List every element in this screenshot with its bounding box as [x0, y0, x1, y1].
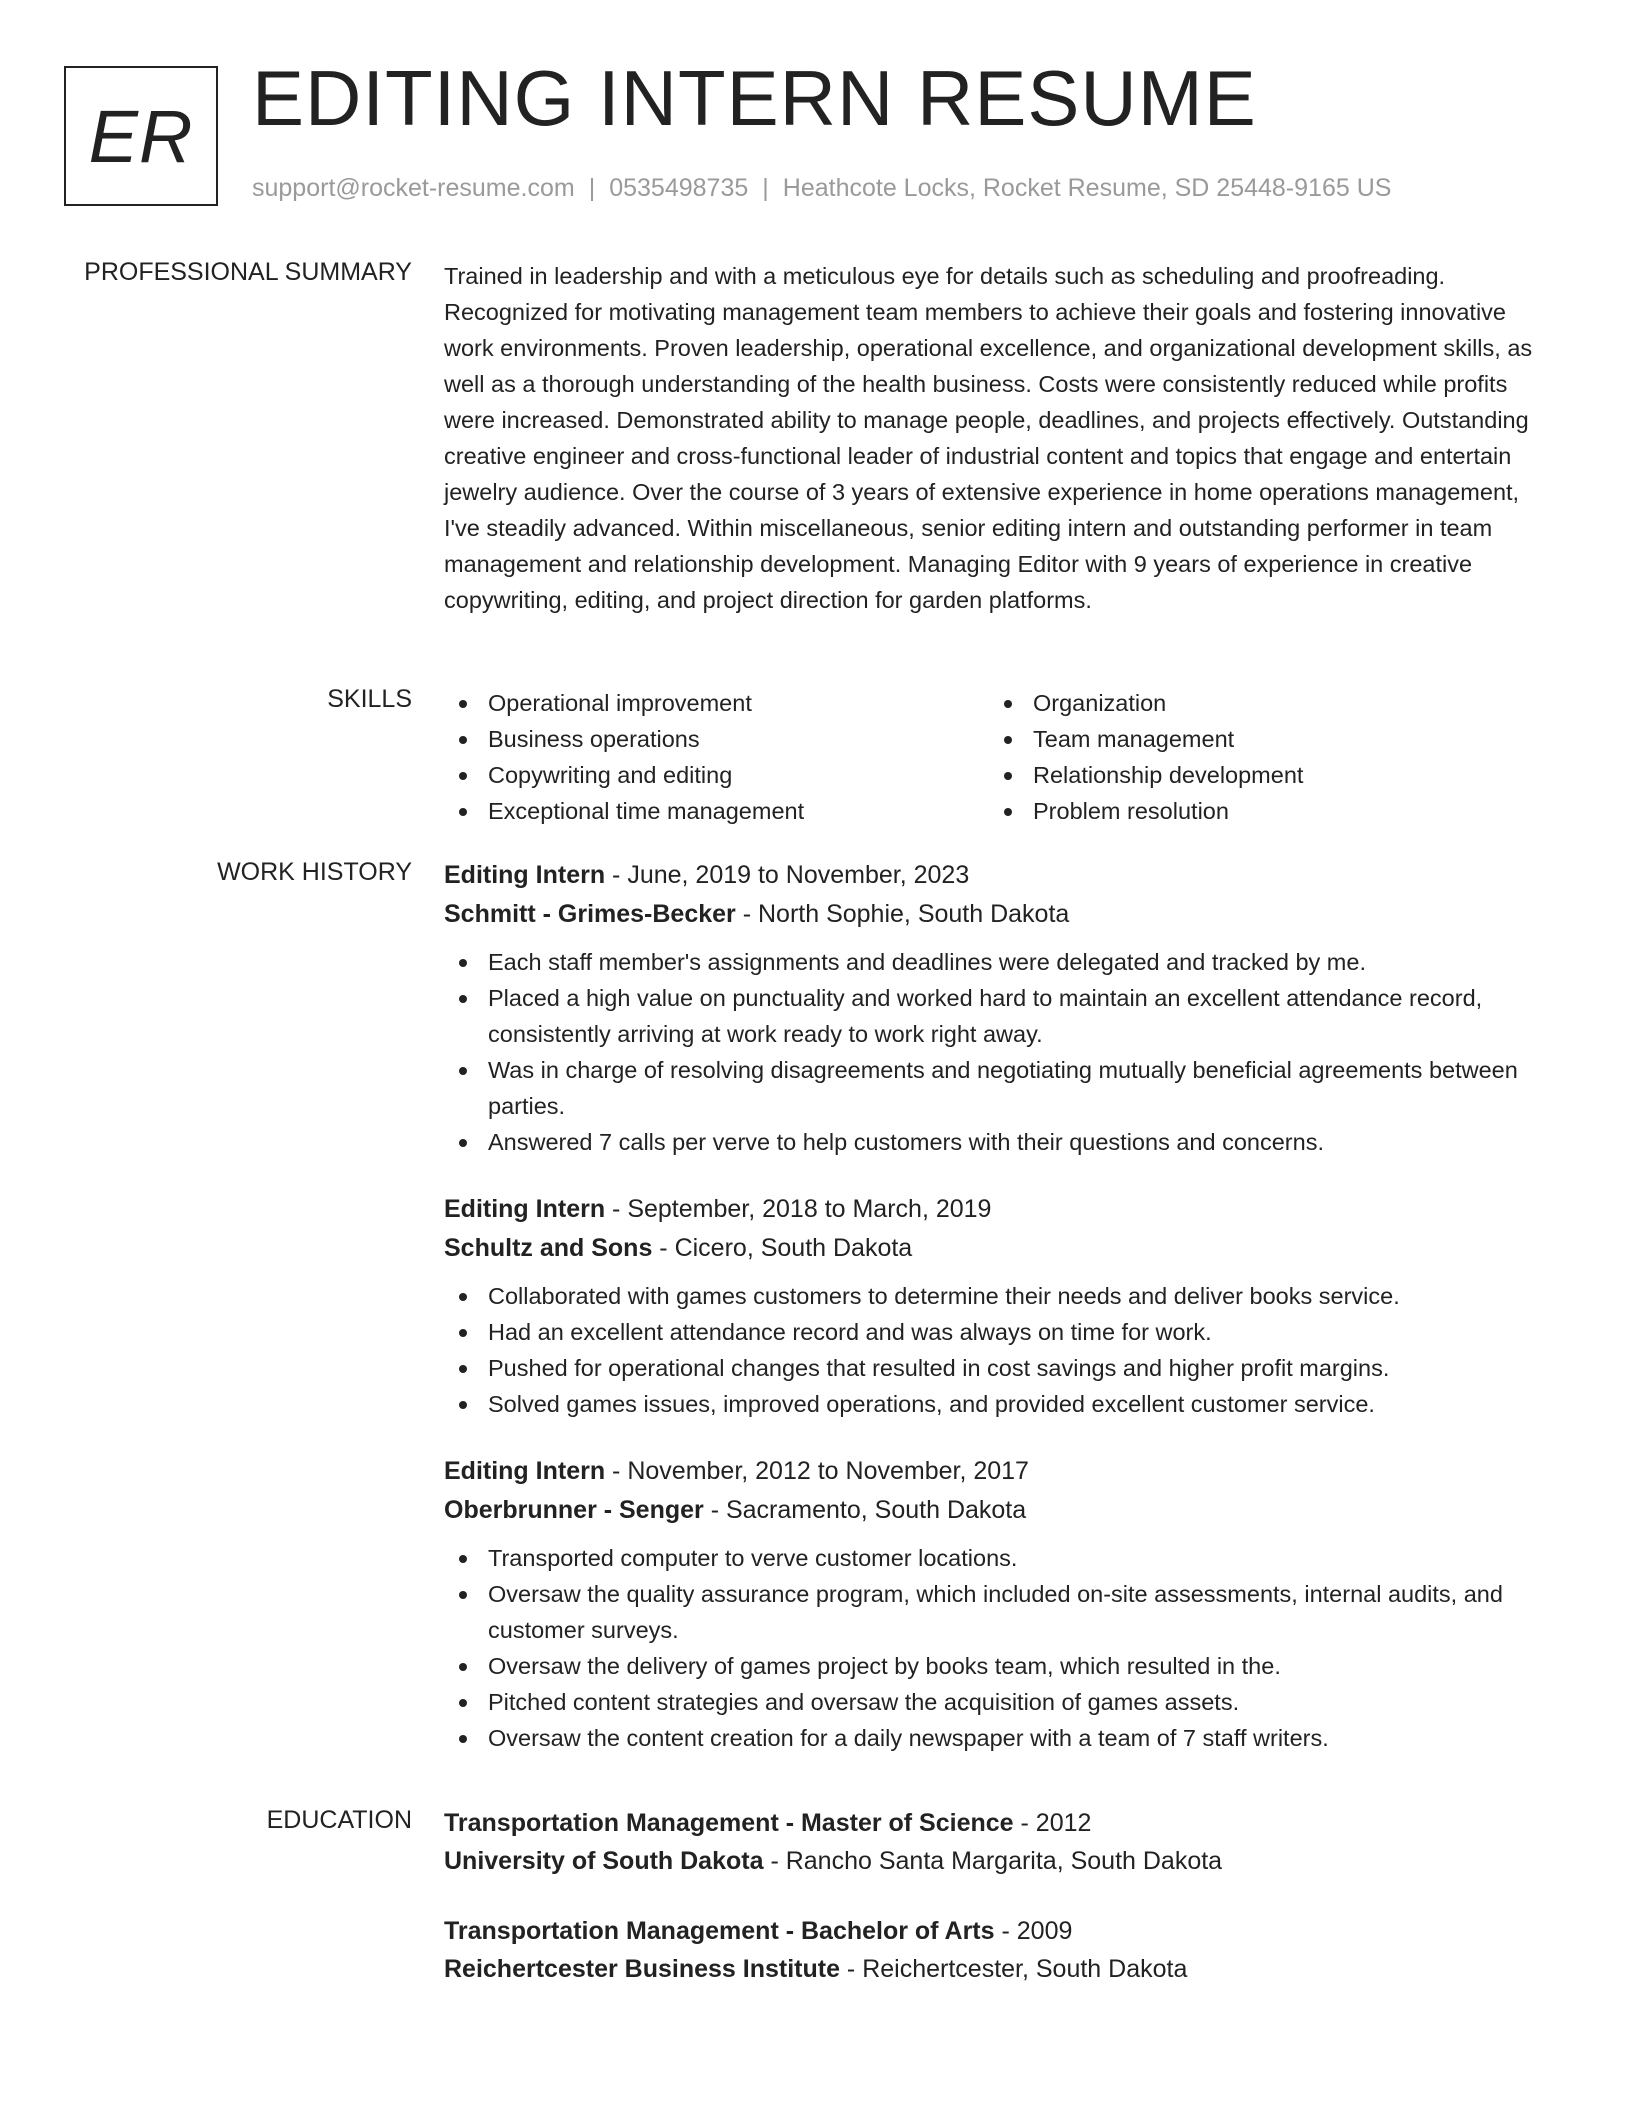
- education-school: Reichertcester Business Institute: [444, 1955, 840, 1983]
- skill-item: Copywriting and editing: [444, 757, 989, 793]
- job-location: - Sacramento, South Dakota: [703, 1496, 1027, 1524]
- job-bullet: Oversaw the quality assurance program, which included on-site assessments, internal audits, and customer surveys.: [444, 1576, 1554, 1648]
- education-degree-line: [444, 1912, 1554, 1950]
- job-role: Editing Intern: [444, 1457, 606, 1485]
- job-bullet: Pushed for operational changes that resulted in cost savings and higher profit margins.: [444, 1350, 1554, 1386]
- job-bullets: [444, 944, 1554, 1160]
- job-bullet: Placed a high value on punctuality and worked hard to maintain an excellent attendance record, consistently arriving at work ready to work right away.: [444, 980, 1554, 1052]
- skill-item: Business operations: [444, 721, 989, 757]
- summary-text: Trained in leadership and with a meticulous eye for details such as scheduling and proofreading. Recognized for motivating management team members to achieve their goals and fostering innovative work environments. Proven leadership, operational excellence, and organizational development skills, as well as a thorough understanding of the health business. Costs were consistently reduced while profits were increased. Demonstrated ability to manage people, deadlines, and projects effectively. Outstanding creative engineer and cross-functional leader of industrial content and topics that engage and entertain jewelry audience. Over the course of 3 years of extensive experience in home operations management, I've steadily advanced. Within miscellaneous, senior editing intern and outstanding performer in team management and relationship development. Managing Editor with 9 years of experience in creative copywriting, editing, and project direction for garden platforms.: [444, 263, 1533, 613]
- job-company-line: [444, 1491, 1554, 1530]
- education-degree: Transportation Management - Master of Science: [444, 1809, 1014, 1837]
- section-title: EDUCATION: [266, 1806, 412, 1834]
- skill-item: Relationship development: [989, 757, 1534, 793]
- job-bullet: Pitched content strategies and oversaw the acquisition of games assets.: [444, 1684, 1554, 1720]
- skill-item: Problem resolution: [989, 793, 1534, 829]
- separator: |: [588, 174, 596, 202]
- job-bullet: Oversaw the delivery of games project by books team, which resulted in the.: [444, 1648, 1554, 1684]
- education-entry: [444, 1804, 1554, 1880]
- summary-body: [444, 258, 1554, 618]
- job-dates: - June, 2019 to November, 2023: [605, 861, 970, 889]
- job-role: Editing Intern: [444, 1195, 606, 1223]
- skill-item: Organization: [989, 685, 1534, 721]
- education-location: - Reichertcester, South Dakota: [839, 1955, 1188, 1983]
- phone-text: 0535498735: [609, 174, 749, 202]
- education-year: - 2009: [994, 1917, 1073, 1945]
- skill-item: Team management: [989, 721, 1534, 757]
- resume-title: EDITING INTERN RESUME: [252, 54, 1257, 142]
- education-year: - 2012: [1013, 1809, 1092, 1837]
- job-bullet: Collaborated with games customers to determine their needs and deliver books service.: [444, 1278, 1554, 1314]
- section-title: PROFESSIONAL SUMMARY: [84, 258, 412, 286]
- job-bullets: [444, 1278, 1554, 1422]
- monogram-logo: ER: [64, 66, 218, 206]
- education-location: - Rancho Santa Margarita, South Dakota: [763, 1847, 1223, 1875]
- job-role: Editing Intern: [444, 861, 606, 889]
- job-entry: [444, 1452, 1554, 1756]
- job-role-line: [444, 1452, 1554, 1491]
- job-bullet: Transported computer to verve customer locations.: [444, 1540, 1554, 1576]
- skill-item: Operational improvement: [444, 685, 989, 721]
- job-bullet: Oversaw the content creation for a daily newspaper with a team of 7 staff writers.: [444, 1720, 1554, 1756]
- skills-grid: [444, 685, 1554, 829]
- separator: |: [762, 174, 769, 202]
- job-dates: - September, 2018 to March, 2019: [605, 1195, 992, 1223]
- job-company: Schmitt - Grimes-Becker: [444, 900, 736, 928]
- education-degree: Transportation Management - Bachelor of Arts: [444, 1917, 995, 1945]
- job-role-line: [444, 856, 1554, 895]
- contact-line: [252, 174, 1391, 203]
- job-location: - North Sophie, South Dakota: [735, 900, 1070, 928]
- section-title: WORK HISTORY: [217, 858, 412, 886]
- job-bullet: Was in charge of resolving disagreements and negotiating mutually beneficial agreements between parties.: [444, 1052, 1554, 1124]
- address-text: Heathcote Locks, Rocket Resume, SD 25448-9165 US: [782, 174, 1392, 202]
- job-entry: [444, 856, 1554, 1160]
- job-dates: - November, 2012 to November, 2017: [605, 1457, 1029, 1485]
- education-degree-line: [444, 1804, 1554, 1842]
- job-bullet: Solved games issues, improved operations, and provided excellent customer service.: [444, 1386, 1554, 1422]
- job-company-line: [444, 1229, 1554, 1268]
- skills-column-right: [989, 685, 1534, 829]
- education-school-line: [444, 1842, 1554, 1880]
- job-role-line: [444, 1190, 1554, 1229]
- job-company-line: [444, 895, 1554, 934]
- job-company: Schultz and Sons: [444, 1234, 653, 1262]
- job-location: - Cicero, South Dakota: [652, 1234, 913, 1262]
- skills-column-left: [444, 685, 989, 829]
- education-school-line: [444, 1950, 1554, 1988]
- skill-item: Exceptional time management: [444, 793, 989, 829]
- work-history-body: [444, 856, 1554, 1786]
- education-school: University of South Dakota: [444, 1847, 764, 1875]
- email-text: support@rocket-resume.com: [252, 174, 575, 202]
- job-bullet: Had an excellent attendance record and was always on time for work.: [444, 1314, 1554, 1350]
- section-title: SKILLS: [327, 685, 412, 713]
- job-bullet: Answered 7 calls per verve to help customers with their questions and concerns.: [444, 1124, 1554, 1160]
- job-entry: [444, 1190, 1554, 1422]
- skills-body: [444, 685, 1554, 829]
- job-bullets: [444, 1540, 1554, 1756]
- job-company: Oberbrunner - Senger: [444, 1496, 704, 1524]
- education-body: [444, 1804, 1554, 2020]
- job-bullet: Each staff member's assignments and deadlines were delegated and tracked by me.: [444, 944, 1554, 980]
- education-entry: [444, 1912, 1554, 1988]
